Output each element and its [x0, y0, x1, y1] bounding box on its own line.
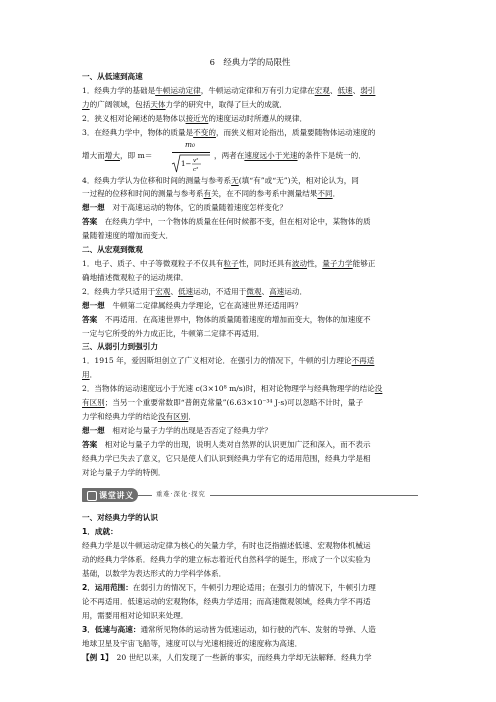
paragraph-cont: 力学和经典力学的结论没有区别． [82, 411, 196, 421]
answer-cont: 一定与它所受的外力成正比，牛顿第二定律不再适用． [82, 328, 265, 338]
lecture-banner [82, 487, 418, 503]
svg-text:v²: v² [193, 157, 199, 164]
svg-text:c²: c² [193, 166, 199, 173]
answer: 答案 相对论与量子力学的出现，说明人类对自然界的认识更加广泛和深入，而不表示 [82, 439, 371, 449]
answer-cont: 对论与量子力学的特例． [82, 467, 166, 477]
answer: 答案 在经典力学中，一个物体的质量在任何时候都不变，但在相对论中，某物体的质 [82, 217, 371, 227]
book-icon [87, 491, 97, 501]
answer-cont: 经典力学已失去了意义，它只是使人们认识到经典力学有它的适用范围，经典力学是相 [82, 453, 371, 463]
paragraph-cont: 论不再适用．低速运动的宏观物体，经典力学适用；而高速微观领域，经典力学不再适 [82, 596, 371, 606]
relativistic-mass-fraction [171, 140, 211, 174]
paragraph-cont: 基础，以数学为表达形式的力学科学体系． [82, 569, 227, 579]
paragraph-cont: 用，需要用相对论知识来处理． [82, 610, 189, 620]
page-title: 6 经典力学的局限性 [209, 57, 291, 67]
paragraph: 2．运用范围：在弱引力的情况下，牛顿引力理论适用；在强引力的情况下，牛顿引力理 [82, 583, 376, 592]
sqrt-denominator-icon [171, 153, 211, 174]
section-heading: 一、对经典力学的认识 [82, 513, 158, 523]
mass-formula-line: 增大而增大，即 m＝ m₀ 1− v² c² ，两者在速度远小于光速的条件下是统一的． [82, 139, 366, 173]
answer-cont: 量随着速度的增加而变大． [82, 231, 174, 241]
section-heading: 三、从弱引力到强引力 [82, 342, 158, 352]
paragraph: 2．狭义相对论阐述的是物体以接近光的速度运动时所遵从的规律． [82, 113, 308, 123]
banner-subtitle: 重难·深化·探究 [152, 489, 210, 498]
fraction-numerator: m₀ [185, 139, 195, 149]
paragraph: 1．1915 年，爱因斯坦创立了广义相对论．在强引力的情况下，牛顿的引力理论不再适 [82, 356, 375, 366]
banner-tag [82, 488, 138, 502]
think-question: 想一想 牛顿第二定律属经典力学理论，它在高速世界还适用吗？ [82, 300, 303, 310]
answer: 答案 不再适用．在高速世界中，物体的质量随着速度的增加而变大，物体的加速度不 [82, 314, 371, 324]
paragraph: 2．当物体的运动速度远小于光速 c(3×10⁸ m/s)时，相对论物理学与经典物理学的结论没 [82, 384, 383, 394]
paragraph: 经典力学是以牛顿运动定律为核心的矢量力学，有时也泛指描述低速、宏观物体机械运 [82, 541, 371, 551]
paragraph-cont: 有区别；当另一个重要常数即“普朗克常量”(6.63×10⁻³⁴ J·s)可以忽略不计时，量子 [82, 398, 364, 408]
section-heading: 一、从低速到高速 [82, 72, 143, 81]
subheading: 1．成就： [82, 527, 118, 537]
paragraph-cont: 动的经典力学体系．经典力学的建立标志着近代自然科学的诞生，形成了一个以实验为 [82, 555, 371, 565]
svg-text:1−: 1− [181, 159, 192, 168]
think-question: 想一想 对于高速运动的物体，它的质量随着速度怎样变化？ [82, 203, 288, 213]
paragraph-cont: 一过程的位移和时间的测量与参考系有关，在不同的参考系中测量结果不同． [82, 189, 341, 199]
paragraph-cont: 力的广阔领域，包括天体力学的研究中，取得了巨大的成就． [82, 99, 288, 109]
think-question: 想一想 相对论与量子力学的出现是否否定了经典力学？ [82, 425, 272, 435]
paragraph: 3．在经典力学中，物体的质量是不变的，而狭义相对论指出，质量要随物体运动速度的 [82, 127, 376, 137]
section-heading: 二、从宏观到微观 [82, 245, 143, 255]
paragraph: 1．电子、质子、中子等微观粒子不仅具有粒子性，同时还具有波动性，量子力学能够正 [82, 258, 376, 268]
paragraph: 4．经典力学认为位移和时间的测量与参考系无(填“有”或“无”)关，相对论认为，同 [82, 175, 359, 185]
paragraph: 3．低速与高速：通常所见物体的运动皆为低速运动，如行驶的汽车、发射的导弹、人造 [82, 624, 376, 634]
banner-label: 课堂讲义 [99, 490, 134, 501]
paragraph-cont: 确地描述微观粒子的运动规律． [82, 272, 189, 282]
example: 【例 1】 20 世纪以来，人们发现了一些新的事实，而经典力学却无法解释．经典力学 [82, 652, 372, 662]
paragraph-cont: 用． [82, 370, 98, 380]
paragraph: 2．经典力学只适用于宏观、低速运动，不适用于微观、高速运动． [82, 286, 308, 296]
document-page [82, 55, 418, 664]
paragraph-cont: 地球卫星及宇宙飞船等，速度可以与光速相接近的速度称为高速． [82, 638, 303, 648]
paragraph: 1．经典力学的基础是牛顿运动定律，牛顿运动定律和万有引力定律在宏观、低速、弱引 [82, 85, 376, 95]
